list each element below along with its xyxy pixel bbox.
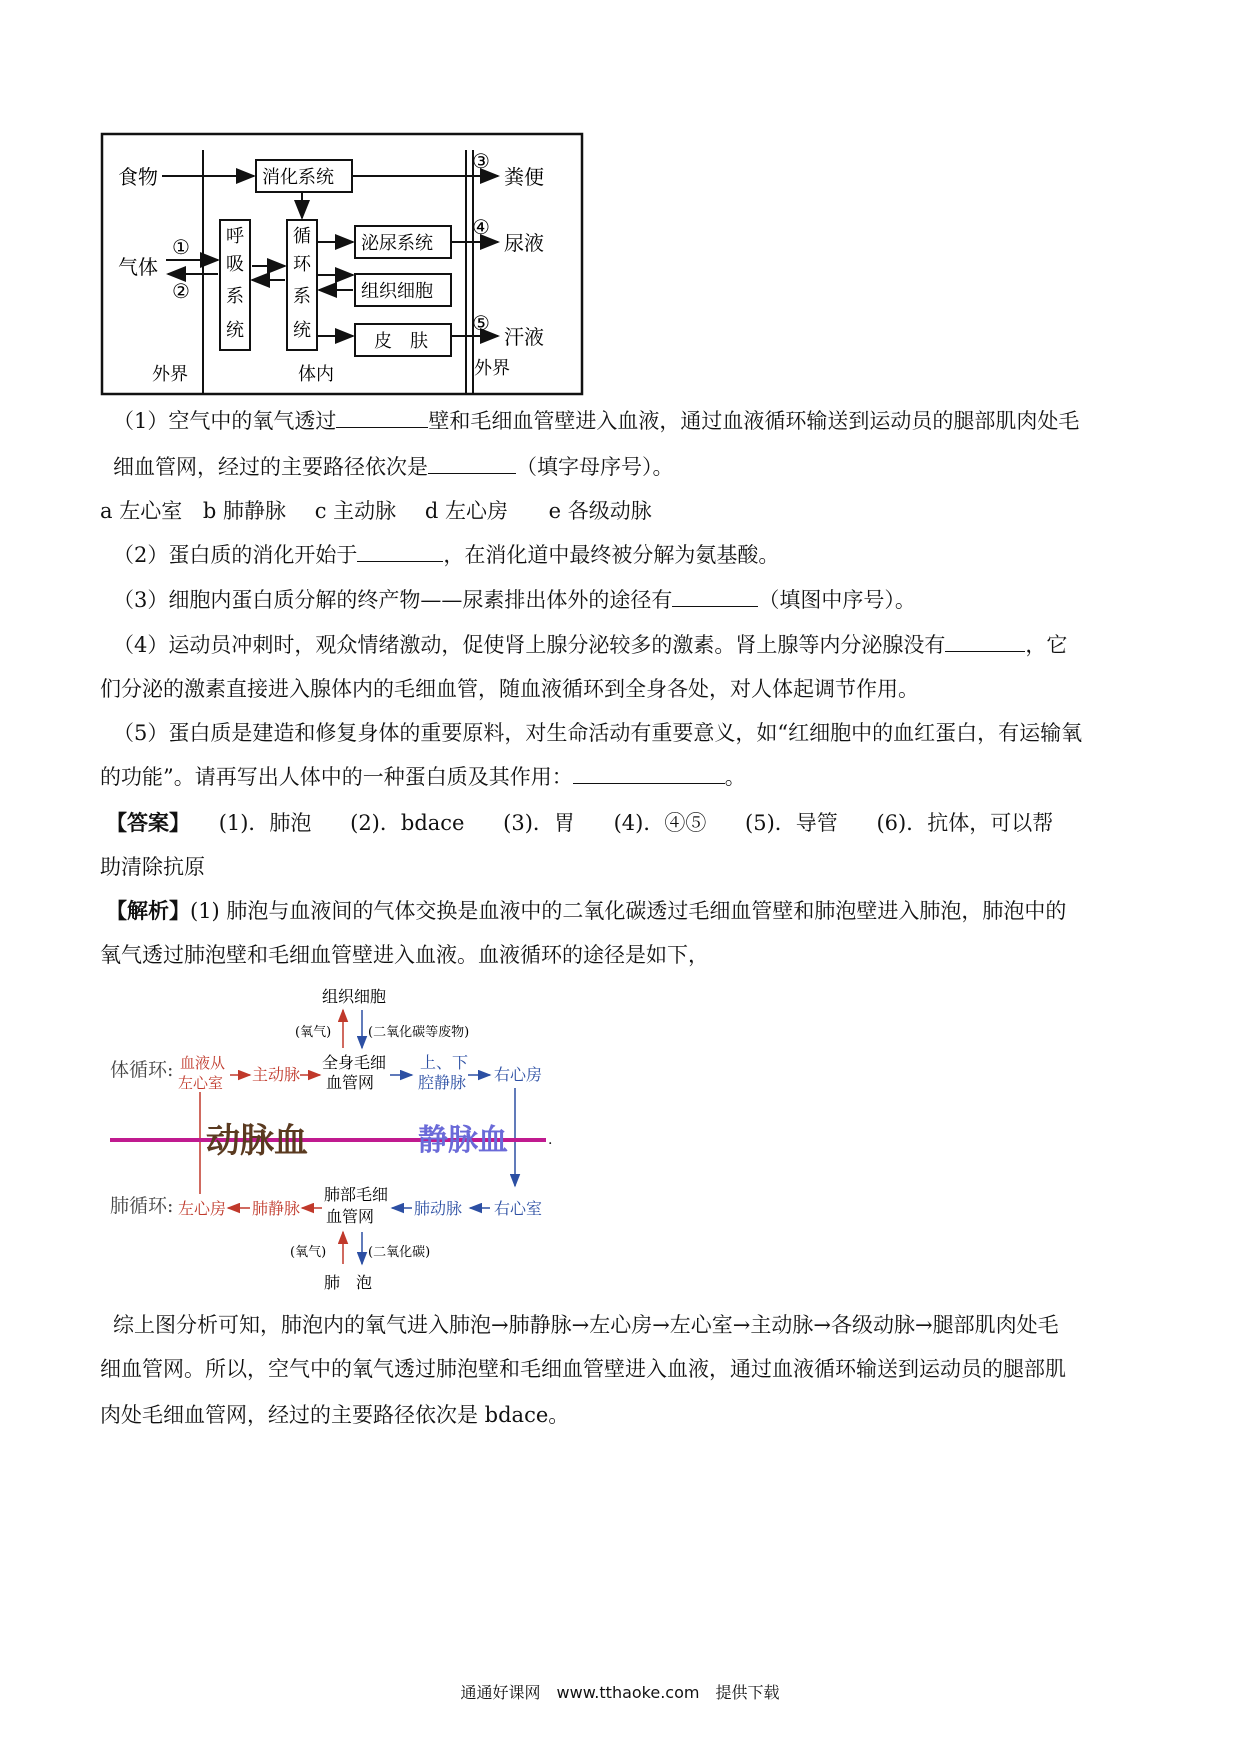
pulmonary-vein: 肺静脉 [252, 1199, 301, 1218]
q1-options [100, 496, 652, 526]
marker-5: ⑤ [472, 311, 490, 335]
oxygen-label: (氧气) [295, 1025, 332, 1040]
blood-from-2: 左心室 [178, 1074, 224, 1092]
q5-line2: 的功能”。请再写出人体中的一种蛋白质及其作用： 。 [100, 765, 746, 789]
q4-line2: 们分泌的激素直接进入腺体内的毛细血管，随血液循环到全身各处，对人体起调节作用。 [100, 677, 919, 701]
circ-char-4: 统 [293, 320, 311, 341]
answer-blank[interactable] [336, 407, 428, 428]
option-d: d 左心房 [424, 499, 508, 523]
right-ventricle: 右心室 [494, 1199, 543, 1218]
lung-capillaries-1: 肺部毛细 [324, 1185, 389, 1204]
answer-blank[interactable] [672, 586, 758, 607]
skin-label: 皮 肤 [374, 331, 428, 352]
tissue-cells-label: 组织细胞 [361, 281, 433, 302]
left-atrium: 左心房 [178, 1199, 227, 1218]
co2-label: (二氧化碳) [368, 1245, 431, 1260]
answer-item: (2)．bdace [350, 811, 465, 835]
summary-line1: 综上图分析可知，肺泡内的氧气进入肺泡→肺静脉→左心房→左心室→主动脉→各级动脉→腿部肌肉处毛 [113, 1313, 1059, 1337]
option-c: c 主动脉 [314, 499, 397, 523]
q3: （3）细胞内蛋白质分解的终产物——尿素排出体外的途径有 （填图中序号）。 [113, 588, 916, 612]
q1-line2: 细血管网，经过的主要路径依次是 （填字母序号）。 [113, 455, 674, 479]
venous-blood: 静脉血 [418, 1123, 508, 1158]
lung-capillaries-2: 血管网 [326, 1207, 375, 1226]
marker-2: ② [172, 279, 190, 303]
food-label: 食物 [118, 165, 158, 189]
resp-char-4: 统 [226, 320, 244, 341]
marker-4: ④ [472, 215, 490, 239]
resp-char-3: 系 [226, 286, 244, 307]
answer-blank[interactable] [573, 763, 725, 784]
answer-blank[interactable] [428, 453, 516, 474]
answer-continuation: 助清除抗原 [100, 855, 205, 879]
resp-char-2: 吸 [226, 254, 244, 275]
tissue-cells: 组织细胞 [322, 987, 387, 1006]
arterial-blood: 动脉血 [206, 1121, 308, 1161]
analysis-line2: 氧气透过肺泡壁和毛细血管壁进入血液。血液循环的途径是如下， [100, 943, 709, 967]
answer-item: (1)．肺泡 [218, 811, 312, 835]
systemic-label: 体循环: [110, 1059, 174, 1081]
analysis-line1: 【解析】(1) 肺泡与血液间的气体交换是血液中的二氧化碳透过毛细血管壁和肺泡壁进入肺泡，肺泡中的 [106, 898, 1067, 923]
inside-label: 体内 [298, 364, 334, 385]
marker-3: ③ [472, 149, 490, 173]
answer-blank[interactable] [357, 541, 443, 562]
option-b: b 肺静脉 [202, 499, 287, 523]
blood-from-1: 血液从 [180, 1054, 226, 1072]
feces-label: 粪便 [504, 165, 544, 189]
gas-label: 气体 [118, 255, 158, 279]
body-capillaries-1: 全身毛细 [322, 1053, 387, 1072]
answer-line [106, 808, 1053, 838]
body-capillaries-2: 血管网 [326, 1073, 375, 1092]
pulmonary-label: 肺循环: [110, 1195, 174, 1217]
q1-line1: （1）空气中的氧气透过 壁和毛细血管壁进入血液，通过血液循环输送到运动员的腿部肌肉处毛 [113, 409, 1080, 433]
answer-item: (4)．④⑤ [613, 811, 707, 835]
q4-line1: （4）运动员冲刺时，观众情绪激动，促使肾上腺分泌较多的激素。肾上腺等内分泌腺没有 ，它 [113, 633, 1068, 657]
blood-circulation-diagram [100, 980, 580, 1300]
co2-waste-label: (二氧化碳等废物) [368, 1025, 470, 1040]
right-atrium: 右心房 [494, 1065, 543, 1084]
human-systems-diagram [100, 130, 600, 410]
answer-item: (5)．导管 [745, 811, 838, 835]
circ-char-1: 循 [293, 226, 311, 247]
option-a: a 左心室 [100, 499, 183, 523]
answer-item: (3)．胃 [503, 811, 575, 835]
marker-1: ① [172, 235, 190, 259]
q2: （2）蛋白质的消化开始于 ，在消化道中最终被分解为氨基酸。 [113, 543, 780, 567]
sweat-label: 汗液 [504, 325, 544, 349]
resp-char-1: 呼 [226, 226, 244, 247]
footer: 通通好课网 www.tthaoke.com 提供下载 [460, 1683, 780, 1702]
outside-right-label: 外界 [474, 358, 510, 379]
circ-char-3: 系 [293, 286, 311, 307]
outside-left-label: 外界 [152, 364, 188, 385]
summary-line3: 肉处毛细血管网，经过的主要路径依次是 bdace。 [100, 1403, 570, 1427]
digestive-system-label: 消化系统 [262, 167, 334, 188]
answer-label: 【答案】 [106, 810, 190, 835]
analysis-label: 【解析】 [106, 898, 190, 923]
vena-cava-1: 上、下 [420, 1053, 469, 1072]
oxygen-label-2: (氧气) [290, 1245, 327, 1260]
answer-item: (6)．抗体，可以帮 [876, 811, 1054, 835]
urine-label: 尿液 [504, 231, 544, 255]
circ-char-2: 环 [293, 254, 311, 275]
q5-line1: （5）蛋白质是建造和修复身体的重要原料，对生命活动有重要意义，如“红细胞中的血红蛋白，有运输氧 [113, 721, 1083, 745]
urinary-system-label: 泌尿系统 [361, 233, 433, 254]
aorta: 主动脉 [252, 1065, 301, 1084]
svg-text:.: . [548, 1132, 553, 1148]
answer-blank[interactable] [945, 631, 1025, 652]
alveoli: 肺 泡 [324, 1273, 373, 1292]
vena-cava-2: 腔静脉 [418, 1073, 467, 1092]
pulmonary-artery: 肺动脉 [414, 1199, 463, 1218]
option-e: e 各级动脉 [548, 499, 652, 523]
summary-line2: 细血管网。所以，空气中的氧气透过肺泡壁和毛细血管壁进入血液，通过血液循环输送到运动员的腿部肌 [100, 1357, 1066, 1381]
